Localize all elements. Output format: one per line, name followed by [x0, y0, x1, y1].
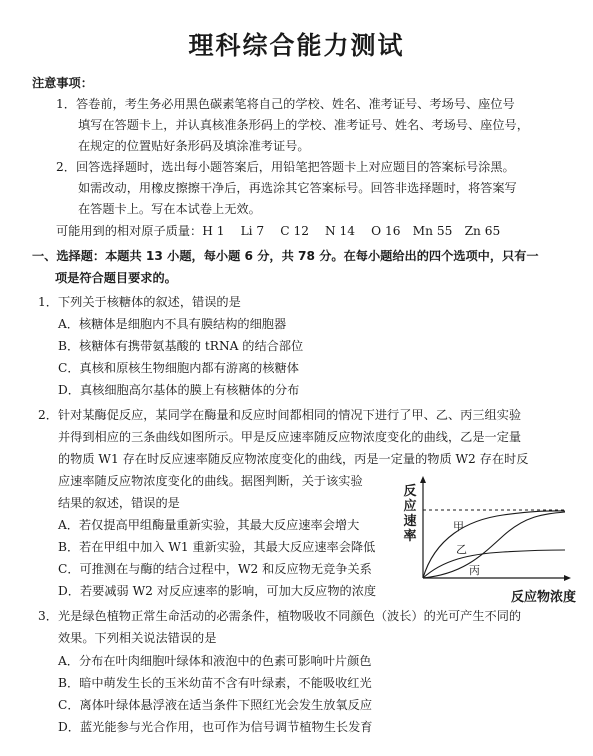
q1-option-a: A．核糖体是细胞内不具有膜结构的细胞器 — [58, 317, 287, 331]
q2-stem-line-1: 2．针对某酶促反应，某同学在酶量和反应时间都相同的情况下进行了甲、乙、丙三组实验 — [38, 408, 522, 422]
q2-option-b: B．若在甲组中加入 W1 重新实验，其最大反应速率会降低 — [58, 540, 376, 554]
q1-option-b: B．核糖体有携带氨基酸的 tRNA 的结合部位 — [58, 339, 304, 353]
q3-stem-line-2: 效果。下列相关说法错误的是 — [58, 631, 217, 645]
curve-label-yi: 乙 — [456, 543, 467, 556]
notice-heading: 注意事项： — [32, 76, 93, 90]
q2-stem-line-4: 应速率随反应物浓度变化的曲线。据图判断，关于该实验 — [58, 474, 363, 488]
graph-y-label: 反应速率 — [403, 484, 417, 544]
notice-item-1-line-1: 1．答卷前，考生务必用黑色碳素笔将自己的学校、姓名、准考证号、考场号、座位号 — [56, 97, 515, 111]
q2-option-a: A．若仅提高甲组酶量重新实验，其最大反应速率会增大 — [58, 518, 360, 532]
q3-stem-line-1: 3．光是绿色植物正常生命活动的必需条件，植物吸收不同颜色（波长）的光可产生不同的 — [38, 609, 522, 623]
q2-option-c: C．可推测在与酶的结合过程中，W2 和反应物无竞争关系 — [58, 562, 372, 576]
notice-item-2-line-1: 2．回答选择题时，选出每小题答案后，用铅笔把答题卡上对应题目的答案标号涂黑。 — [56, 160, 515, 174]
q1-option-d: D．真核细胞高尔基体的膜上有核糖体的分布 — [58, 383, 300, 397]
curve-yi — [423, 512, 565, 578]
y-axis-arrow — [420, 476, 426, 483]
curve-label-jia: 甲 — [453, 520, 464, 533]
notice-item-1-line-2: 填写在答题卡上，并认真核准条形码上的学校、准考证号、姓名、考场号、座位号， — [78, 118, 529, 132]
atomic-masses: 可能用到的相对原子质量：H 1 Li 7 C 12 N 14 O 16 Mn 55 Zn 65 — [56, 224, 501, 238]
reaction-rate-graph — [403, 476, 577, 606]
q3-option-d: D．蓝光能参与光合作用，也可作为信号调节植物生长发育 — [58, 720, 373, 734]
section-heading-line-1: 一、选择题：本题共 13 小题，每小题 6 分，共 78 分。在每小题给出的四个选项中，只有一 — [32, 249, 539, 263]
q3-option-a: A．分布在叶肉细胞叶绿体和液泡中的色素可影响叶片颜色 — [58, 654, 372, 668]
q3-option-c: C．离体叶绿体悬浮液在适当条件下照红光会发生放氧反应 — [58, 698, 373, 712]
q3-option-b: B．暗中萌发生长的玉米幼苗不含有叶绿素，不能吸收红光 — [58, 676, 372, 690]
q2-stem-line-3: 的物质 W1 存在时反应速率随反应物浓度变化的曲线，丙是一定量的物质 W2 存在时反 — [58, 452, 529, 466]
q2-stem-line-5: 结果的叙述，错误的是 — [58, 496, 180, 510]
notice-item-2-line-3: 在答题卡上。写在本试卷上无效。 — [78, 202, 261, 216]
page-title: 理科综合能力测试 — [188, 31, 405, 60]
x-axis-arrow — [564, 575, 571, 581]
q2-option-d: D．若要减弱 W2 对反应速率的影响，可加大反应物的浓度 — [58, 584, 377, 598]
q1-option-c: C．真核和原核生物细胞内都有游离的核糖体 — [58, 361, 299, 375]
q2-stem-line-2: 并得到相应的三条曲线如图所示。甲是反应速率随反应物浓度变化的曲线，乙是一定量 — [58, 430, 522, 444]
section-heading-line-2: 项是符合题目要求的。 — [55, 271, 177, 285]
curve-label-bing: 丙 — [469, 564, 480, 577]
graph-x-label: 反应物浓度 — [511, 590, 577, 605]
q1-stem: 1．下列关于核糖体的叙述，错误的是 — [38, 295, 241, 309]
notice-item-1-line-3: 在规定的位置贴好条形码及填涂准考证号。 — [78, 139, 310, 153]
notice-item-2-line-2: 如需改动，用橡皮擦擦干净后，再选涂其它答案标号。回答非选择题时，将答案写 — [78, 181, 517, 195]
